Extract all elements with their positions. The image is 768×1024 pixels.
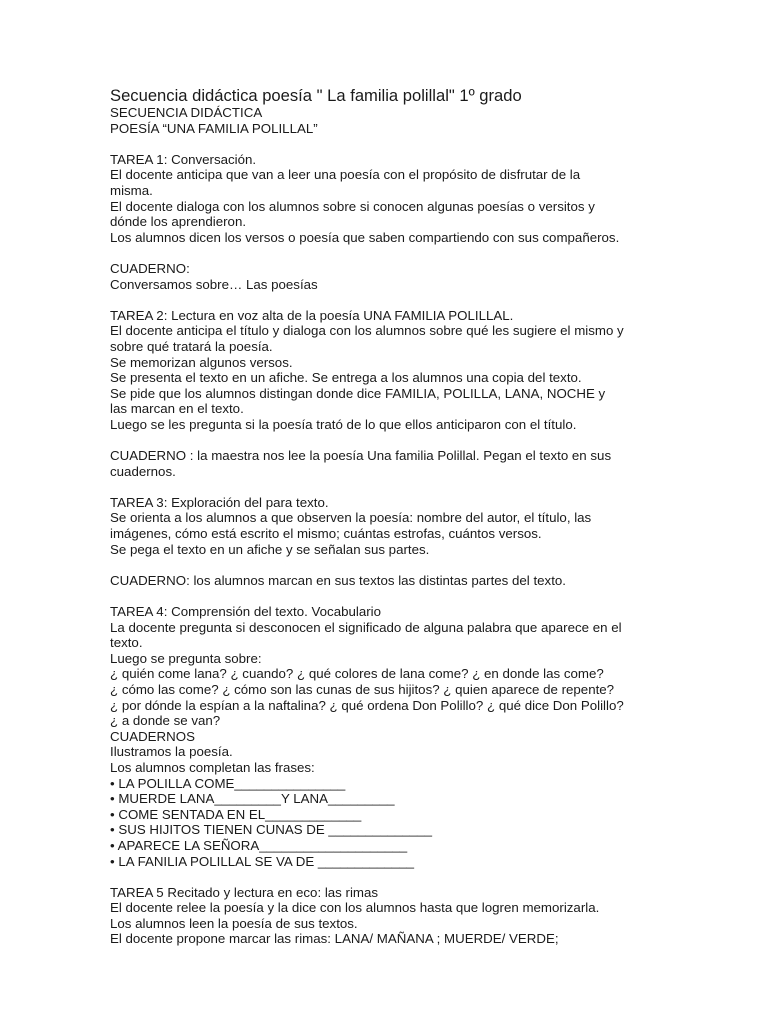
- text-line: • LA POLILLA COME_______________: [110, 775, 346, 791]
- text-line: • MUERDE LANA_________Y LANA_________: [110, 791, 395, 807]
- text-line: TAREA 4: Comprensión del texto. Vocabulario: [110, 604, 382, 619]
- text-line: Conversamos sobre… Las poesías: [110, 276, 318, 292]
- document-body: [110, 105, 670, 947]
- text-line: Se presenta el texto en un afiche. Se entrega a los alumnos una copia del texto.: [110, 370, 582, 386]
- text-line: ¿ por dónde la espían a la naftalina? ¿ qué ordena Don Polillo? ¿ qué dice Don Polillo?: [110, 697, 624, 713]
- text-line: TAREA 5 Recitado y lectura en eco: las rimas: [110, 884, 379, 900]
- text-line: • COME SENTADA EN EL_____________: [110, 806, 362, 822]
- text-line: dónde los aprendieron.: [110, 214, 247, 230]
- text-line: TAREA 3: Exploración del para texto.: [110, 494, 329, 510]
- text-line: Luego se les pregunta si la poesía trató de lo que ellos anticiparon con el título.: [110, 416, 577, 432]
- blank-line: [110, 136, 670, 152]
- text-line: imágenes, cómo está escrito el mismo; cuántas estrofas, cuántos versos.: [110, 526, 542, 542]
- text-line: Luego se pregunta sobre:: [110, 650, 262, 666]
- text-line: SECUENCIA DIDÁCTICA: [110, 105, 263, 120]
- text-line: El docente dialoga con los alumnos sobre si conocen algunas poesías o versitos y: [110, 198, 595, 214]
- text-line: • SUS HIJITOS TIENEN CUNAS DE ______________: [110, 822, 432, 838]
- blank-line: [110, 588, 670, 604]
- text-line: texto.: [110, 635, 143, 651]
- text-line: Los alumnos dicen los versos o poesía que saben compartiendo con sus compañeros.: [110, 229, 620, 245]
- blank-line: [110, 479, 670, 495]
- text-line: cuadernos.: [110, 463, 176, 479]
- text-line: CUADERNO:: [110, 260, 190, 276]
- text-line: Se orienta a los alumnos a que observen la poesía: nombre del autor, el título, las: [110, 510, 592, 526]
- blank-line: [110, 869, 670, 885]
- text-line: Se pide que los alumnos distingan donde dice FAMILIA, POLILLA, LANA, NOCHE y: [110, 385, 606, 401]
- blank-line: [110, 292, 670, 308]
- text-line: TAREA 1: Conversación.: [110, 151, 257, 167]
- text-line: ¿ cómo las come? ¿ cómo son las cunas de sus hijitos? ¿ quien aparece de repente?: [110, 681, 615, 697]
- text-line: • LA FANILIA POLILLAL SE VA DE _____________: [110, 853, 415, 869]
- text-line: POESÍA “UNA FAMILIA POLILLAL”: [110, 120, 318, 136]
- text-line: • APARECE LA SEÑORA____________________: [110, 837, 408, 853]
- document-title: Secuencia didáctica poesía " La familia polillal" 1º grado: [110, 86, 522, 105]
- text-line: Ilustramos la poesía.: [110, 744, 233, 760]
- text-line: TAREA 2: Lectura en voz alta de la poesía UNA FAMILIA POLILLAL.: [110, 307, 514, 323]
- text-line: Los alumnos completan las frases:: [110, 759, 315, 775]
- text-line: Se memorizan algunos versos.: [110, 354, 293, 370]
- text-line: ¿ a donde se van?: [110, 713, 221, 729]
- document-page: [110, 86, 670, 947]
- text-line: CUADERNO : la maestra nos lee la poesía Una familia Polillal. Pegan el texto en sus: [110, 448, 612, 464]
- text-line: CUADERNOS: [110, 728, 195, 744]
- blank-line: [110, 432, 670, 448]
- blank-line: [110, 245, 670, 261]
- text-line: ¿ quién come lana? ¿ cuando? ¿ qué colores de lana come? ¿ en donde las come?: [110, 666, 604, 682]
- text-line: El docente anticipa el título y dialoga con los alumnos sobre qué les sugiere el mismo y: [110, 323, 624, 339]
- text-line: El docente anticipa que van a leer una poesía con el propósito de disfrutar de la: [110, 167, 581, 183]
- text-line: Los alumnos leen la poesía de sus textos.: [110, 915, 358, 931]
- text-line: Se pega el texto en un afiche y se señalan sus partes.: [110, 541, 430, 557]
- blank-line: [110, 557, 670, 573]
- text-line: El docente propone marcar las rimas: LANA/ MAÑANA ; MUERDE/ VERDE;: [110, 931, 559, 947]
- text-line: sobre qué tratará la poesía.: [110, 338, 273, 354]
- text-line: las marcan en el texto.: [110, 401, 244, 417]
- text-line: El docente relee la poesía y la dice con los alumnos hasta que logren memorizarla.: [110, 900, 600, 916]
- text-line: CUADERNO: los alumnos marcan en sus textos las distintas partes del texto.: [110, 572, 566, 588]
- text-line: misma.: [110, 182, 153, 198]
- text-line: La docente pregunta si desconocen el significado de alguna palabra que aparece en el: [110, 619, 622, 635]
